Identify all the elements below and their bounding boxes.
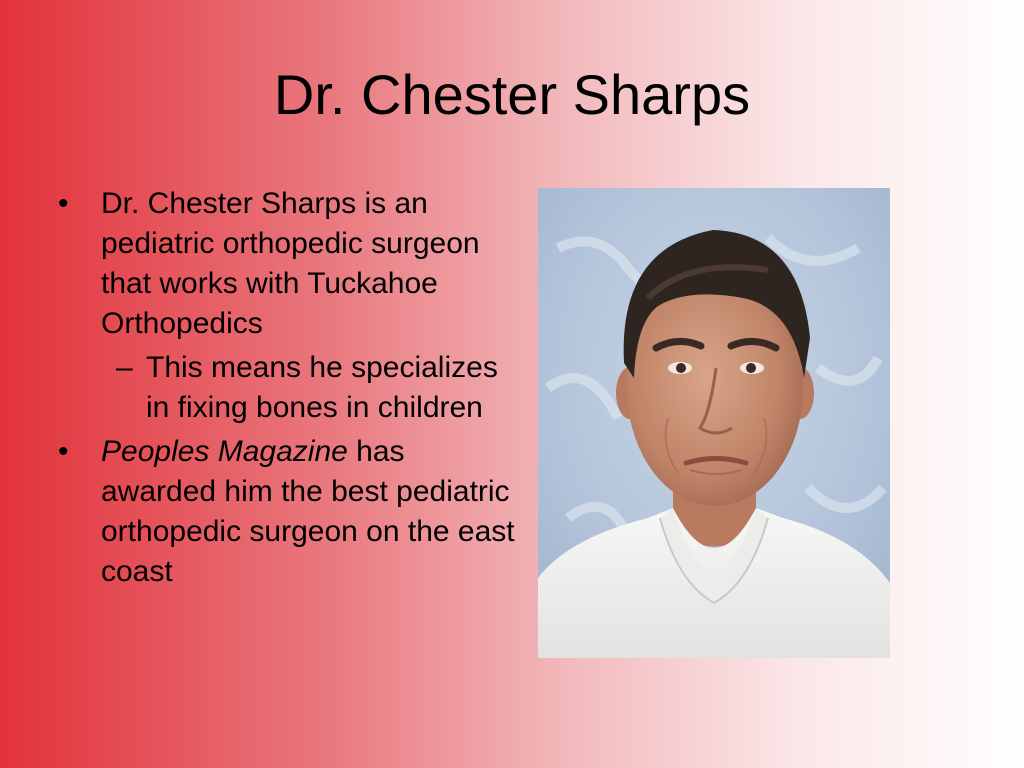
bullet-marker: • [58,435,69,468]
portrait-illustration [538,188,890,658]
sub-bullet-marker: – [116,351,133,384]
slide-title: Dr. Chester Sharps [273,63,751,126]
bullet-text: has awarded him the best pediatric orthopedic surgeon on the east coast [101,435,515,588]
bullet-item-1 [58,184,518,344]
magazine-name: Peoples Magazine [101,435,348,468]
slide-body [58,184,518,592]
sub-bullet-item [58,348,518,428]
portrait-photo [538,188,890,658]
bullet-item-2 [58,432,518,592]
sub-bullet-text: This means he specializes in fixing bones in children [146,351,498,424]
bullet-text: Dr. Chester Sharps is an pediatric orthopedic surgeon that works with Tuckahoe Orthopedics [101,187,480,340]
bullet-marker: • [58,187,69,220]
